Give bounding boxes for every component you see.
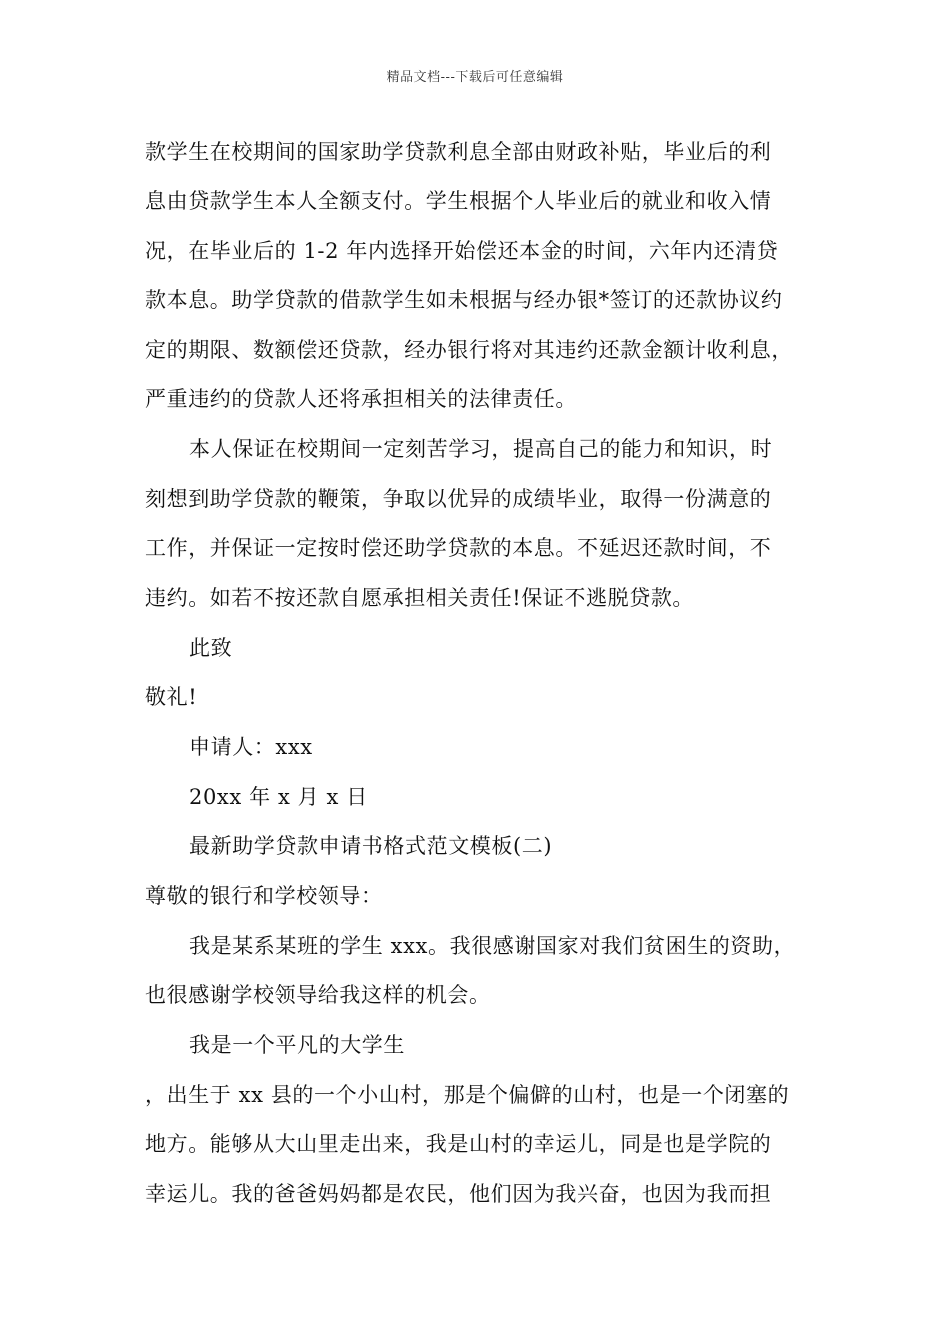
page-header: 精品文档---下载后可任意编辑 xyxy=(386,70,564,85)
paragraph-start-line: 我是一个平凡的大学生 xyxy=(189,1033,405,1057)
text-line: 工作，并保证一定按时偿还助学贷款的本息。不延迟还款时间，不 xyxy=(145,536,772,560)
text-line: 息由贷款学生本人全额支付。学生根据个人毕业后的就业和收入情 xyxy=(145,189,772,213)
text-line: 幸运儿。我的爸爸妈妈都是农民，他们因为我兴奋，也因为我而担 xyxy=(145,1182,772,1206)
text-line: 款学生在校期间的国家助学贷款利息全部由财政补贴，毕业后的利 xyxy=(145,140,772,164)
applicant-signature: 申请人：xxx xyxy=(189,735,313,759)
letter-date: 20xx 年 x 月 x 日 xyxy=(189,785,368,809)
text-line: 况，在毕业后的 1-2 年内选择开始偿还本金的时间，六年内还清贷 xyxy=(145,239,779,263)
letter-greeting: 尊敬的银行和学校领导： xyxy=(145,884,383,908)
text-line: 违约。如若不按还款自愿承担相关责任!保证不逃脱贷款。 xyxy=(145,586,695,610)
closing-salutation: 此致 xyxy=(189,636,233,660)
closing-regards: 敬礼! xyxy=(145,685,198,709)
text-line: 地方。能够从大山里走出来，我是山村的幸运儿，同是也是学院的 xyxy=(145,1132,772,1156)
paragraph-start-line: 本人保证在校期间一定刻苦学习，提高自己的能力和知识，时 xyxy=(189,437,773,461)
text-line: ，出生于 xx 县的一个小山村，那是个偏僻的山村，也是一个闭塞的 xyxy=(145,1083,790,1107)
text-line: 款本息。助学贷款的借款学生如未根据与经办银*签订的还款协议约 xyxy=(145,288,783,312)
text-line: 定的期限、数额偿还贷款，经办银行将对其违约还款金额计收利息， xyxy=(145,338,793,362)
section-title: 最新助学贷款申请书格式范文模板(二) xyxy=(189,834,553,858)
text-line: 严重违约的贷款人还将承担相关的法律责任。 xyxy=(145,387,577,411)
text-line: 刻想到助学贷款的鞭策，争取以优异的成绩毕业，取得一份满意的 xyxy=(145,487,772,511)
paragraph-start-line: 我是某系某班的学生 xxx。我很感谢国家对我们贫困生的资助， xyxy=(189,934,796,958)
text-line: 也很感谢学校领导给我这样的机会。 xyxy=(145,983,491,1007)
